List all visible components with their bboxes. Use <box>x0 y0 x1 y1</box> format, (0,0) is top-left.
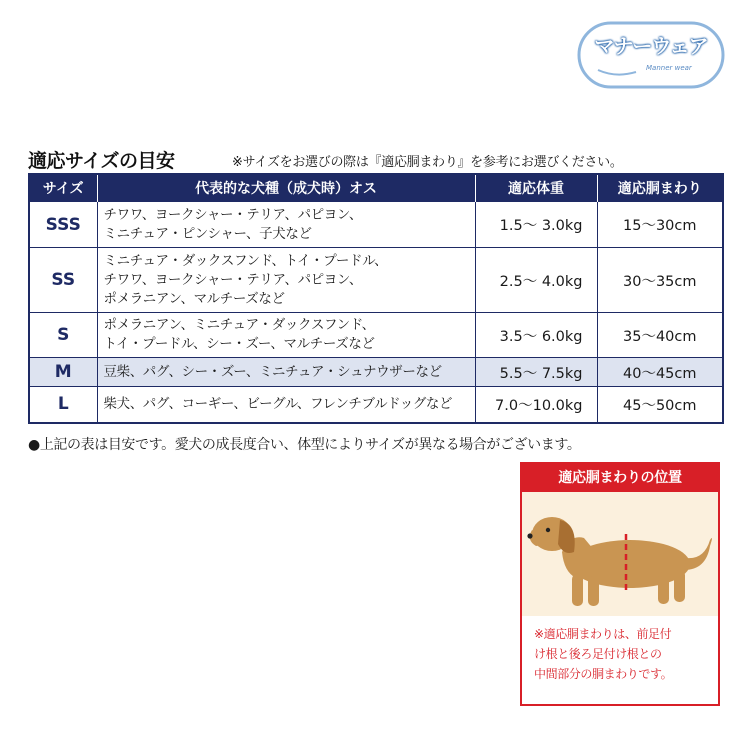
waist-position-title: 適応胴まわりの位置 <box>522 464 718 492</box>
waist-position-box <box>520 462 720 706</box>
breed-line: チワワ、ヨークシャー・テリア、パピヨン、 <box>103 206 362 223</box>
weight-cell: 7.0～10.0kg <box>475 387 597 423</box>
breed-line: チワワ、ヨークシャー・テリア、パピヨン、 <box>103 271 362 288</box>
breed-line: 柴犬、パグ、コーギー、ビーグル、フレンチブルドッグなど <box>103 395 453 412</box>
waist-cell: 15～30cm <box>597 202 723 248</box>
breeds-cell <box>97 202 475 248</box>
note-line: ※適応胴まわりは、前足付 <box>534 627 672 641</box>
header-weight: 適応体重 <box>475 174 597 202</box>
waist-position-note <box>522 616 718 704</box>
size-cell: S <box>29 313 97 358</box>
size-cell: M <box>29 358 97 387</box>
size-cell: L <box>29 387 97 423</box>
header-breeds: 代表的な犬種（成犬時）オス <box>97 174 475 202</box>
dog-illustration <box>522 494 718 616</box>
breed-line: ポメラニアン、ミニチュア・ダックスフンド、 <box>103 317 375 333</box>
table-row <box>29 387 723 423</box>
breed-line: ミニチュア・ダックスフンド、トイ・プードル、 <box>103 252 388 269</box>
waist-cell: 40～45cm <box>597 358 723 387</box>
note-line: 中間部分の胴まわりです。 <box>534 667 673 681</box>
note-line: け根と後ろ足付け根との <box>534 647 662 661</box>
header-size: サイズ <box>29 174 97 202</box>
table-row <box>29 248 723 313</box>
breed-line: ミニチュア・ピンシャー、子犬など <box>103 225 312 242</box>
table-row <box>29 313 723 358</box>
waist-cell: 45～50cm <box>597 387 723 423</box>
weight-cell: 5.5～ 7.5kg <box>475 358 597 387</box>
waist-cell: 30～35cm <box>597 248 723 313</box>
table-header-row <box>29 174 723 202</box>
breeds-cell <box>97 358 475 387</box>
breeds-cell <box>97 248 475 313</box>
breed-line: 豆柴、パグ、シー・ズー、ミニチュア・シュナウザーなど <box>103 363 442 380</box>
size-table <box>28 173 724 424</box>
breeds-cell <box>97 387 475 423</box>
logo-text: マナーウェア <box>594 34 708 58</box>
section-title: 適応サイズの目安 <box>28 150 175 172</box>
brand-logo <box>576 20 726 90</box>
dog-icon <box>522 494 718 616</box>
size-cell: SS <box>29 248 97 313</box>
table-row <box>29 202 723 248</box>
size-cell: SSS <box>29 202 97 248</box>
breeds-cell <box>97 313 475 358</box>
logo-subtext: Manner wear <box>646 64 692 72</box>
weight-cell: 2.5～ 4.0kg <box>475 248 597 313</box>
section-note: ※サイズをお選びの際は『適応胴まわり』を参考にお選びください。 <box>232 155 623 170</box>
breed-line: トイ・プードル、シー・ズー、マルチーズなど <box>103 336 375 352</box>
waist-cell: 35～40cm <box>597 313 723 358</box>
header-waist: 適応胴まわり <box>597 174 723 202</box>
breed-line: ポメラニアン、マルチーズなど <box>103 290 285 307</box>
footnote: ●上記の表は目安です。愛犬の成長度合い、体型によりサイズが異なる場合がございます。 <box>28 437 581 453</box>
weight-cell: 1.5～ 3.0kg <box>475 202 597 248</box>
table-row-highlighted <box>29 358 723 387</box>
weight-cell: 3.5～ 6.0kg <box>475 313 597 358</box>
